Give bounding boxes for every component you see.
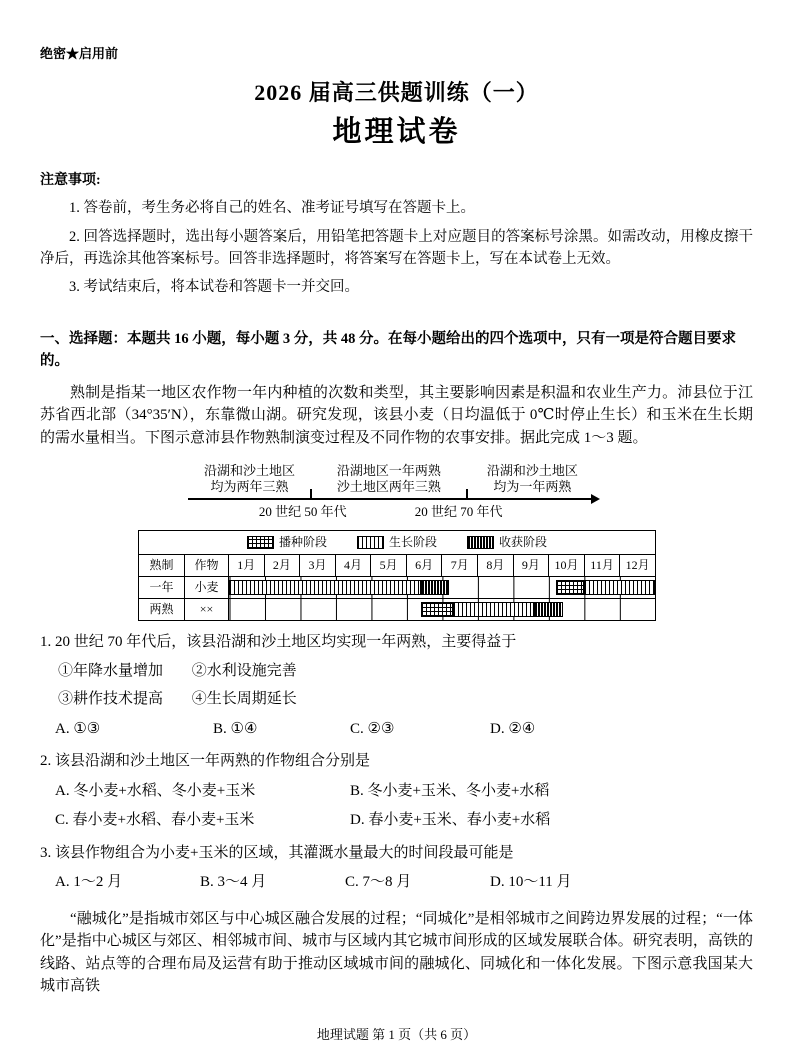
crop-cell: 小麦 [185,577,229,599]
choice-b: B. ①④ [213,720,258,737]
crop-stage-bar-vlines [453,602,535,617]
legend-item [467,535,547,551]
notice-item: 2. 回答选择题时，选出每小题答案后，用铅笔把答题卡上对应题目的答案标号涂黑。如需改动，用橡皮擦干净后，再选涂其他答案标号。回答非选择题时，将答案写在答题卡上，写在本试卷上无效。 [40,228,753,267]
regime-header: 熟制 [139,555,185,577]
legend-label: 生长阶段 [388,534,437,549]
question-block-2 [40,750,753,832]
crop-stage-bar-vlines [229,580,421,595]
month-header: 10月 [549,555,585,577]
timeline-stage-label [311,463,467,496]
sub-option: ①年降水量增加 [58,662,164,679]
sub-options-row [40,660,753,683]
legend-item [247,535,327,551]
crop-cell: ×× [185,599,229,621]
table-row [139,577,656,599]
crop-stage-legend [138,530,656,555]
notice-heading: 注意事项: [40,173,101,188]
month-header: 8月 [478,555,514,577]
crop-stage-bar-dense [421,580,449,595]
stage-text: 均为两年三熟 [210,479,289,495]
growth-pattern-swatch [357,536,384,549]
crop-stage-bar-grid [556,580,584,595]
choice-c: C. ②③ [350,720,395,737]
stage-text: 沿湖和沙土地区 [486,463,578,478]
crop-header: 作物 [185,555,229,577]
crop-schedule-cells-1 [229,599,656,621]
notice-item: 1. 答卷前，考生务必将自己的姓名、准考证号填写在答题卡上。 [69,200,475,216]
timeline-date-label: 20 世纪 70 年代 [414,503,503,519]
choice-b: B. 冬小麦+玉米、冬小麦+水稻 [350,782,550,799]
crop-stage-bar-dense [534,602,562,617]
crop-schedule-table [138,554,656,621]
timeline-tick [310,489,312,498]
crop-schedule-cells-0 [229,577,656,599]
choice-c: C. 春小麦+水稻、春小麦+玉米 [55,812,255,829]
legend-item [357,535,437,551]
question-stem: 1. 20 世纪 70 年代后，该县沿湖和沙土地区均实现一年两熟，主要得益于 [40,634,517,651]
crop-stage-bar-grid [421,602,453,617]
stage-text: 沿湖和沙土地区 [203,463,295,478]
timeline-stage-label [467,463,598,496]
month-header: 12月 [620,555,656,577]
crop-schedule-figure [138,530,656,622]
sowing-pattern-swatch [247,536,274,549]
question-block-3 [40,842,753,894]
choice-a: A. ①③ [55,720,101,737]
sub-option: ②水利设施完善 [191,662,297,679]
legend-label: 收获阶段 [499,534,548,549]
classification-label: 绝密★启用前 [40,46,119,61]
question-block-1 [40,631,753,740]
crop-stage-bar-vlines [584,580,655,595]
page-subtitle: 地理试卷 [332,115,461,148]
choice-b: B. 3～4 月 [200,874,267,891]
question-group-intro: 熟制是指某一地区农作物一年内种植的次数和类型，其主要影响因素是积温和农业生产力。沛县位于江苏省西北部（34°35′N），东靠微山湖。研究发现，该县小麦（日均温低于 0℃时停止生长）和玉米在生长期的需水量相当。下图示意沛县作物熟制演变过程及不同作物的农事安排。据此完成 1～3 题。 [40,384,753,446]
choices-row [40,718,753,741]
choices-row [40,871,753,894]
sub-options-row [40,688,753,711]
page-title: 2026 届高三供题训练（一） [254,79,539,105]
choices-row [40,780,753,803]
choice-c: C. 7～8 月 [345,874,412,891]
choice-d: D. ②④ [490,720,536,737]
page-footer: 地理试题 第 1 页（共 6 页） [316,1026,477,1042]
harvest-pattern-swatch [467,536,494,549]
stage-text: 沿湖地区一年两熟 [336,463,441,478]
sub-option: ④生长周期延长 [191,691,297,708]
month-header: 2月 [264,555,300,577]
stage-text: 均为一年两熟 [493,479,572,495]
month-header: 11月 [584,555,620,577]
notice-section [40,170,753,299]
month-header: 5月 [371,555,407,577]
table-row [139,599,656,621]
regime-cell: 一年 [139,577,185,599]
timeline-tick [466,489,468,498]
legend-label: 播种阶段 [278,534,327,549]
notice-item: 3. 考试结束后，将本试卷和答题卡一并交回。 [69,279,359,296]
month-header: 3月 [300,555,336,577]
month-header: 4月 [335,555,371,577]
choice-d: D. 春小麦+玉米、春小麦+水稻 [350,812,551,829]
month-header: 6月 [406,555,442,577]
month-header: 9月 [513,555,549,577]
question-stem: 2. 该县沿湖和沙土地区一年两熟的作物组合分别是 [40,753,371,770]
stage-text: 沙土地区两年三熟 [336,479,441,495]
choice-d: D. 10～11 月 [490,874,572,891]
timeline-date-label: 20 世纪 50 年代 [258,503,347,519]
question-stem: 3. 该县作物组合为小麦+玉米的区域，其灌溉水量最大的时间段最可能是 [40,844,514,861]
crop-table-header-row [139,555,656,577]
section-heading: 一、选择题：本题共 16 小题，每小题 3 分，共 48 分。在每小题给出的四个选项中，只有一项是符合题目要求的。 [40,331,736,369]
choice-a: A. 1～2 月 [55,874,123,891]
next-question-group-intro: “融城化”是指城市郊区与中心城区融合发展的过程；“同城化”是相邻城市之间跨边界发展的过程；“一体化”是指中心城区与郊区、相邻城市间、城市与区域内其它城市间形成的区域发展联合体。研究表明，高铁的线路、站点等的合理布局及运营有助于推动区域城市间的融城化、同城化和一体化发展。下图示意我国某大城市高铁 [40,910,753,995]
timeline-dates [188,500,598,520]
month-header: 7月 [442,555,478,577]
sub-option: ③耕作技术提高 [58,691,164,708]
choice-a: A. 冬小麦+水稻、冬小麦+玉米 [55,782,256,799]
month-header: 1月 [229,555,265,577]
timeline-stage-labels [188,463,598,496]
crop-regime-timeline [188,463,598,520]
regime-cell: 两熟 [139,599,185,621]
choices-row [40,809,753,832]
timeline-stage-label [188,463,311,496]
